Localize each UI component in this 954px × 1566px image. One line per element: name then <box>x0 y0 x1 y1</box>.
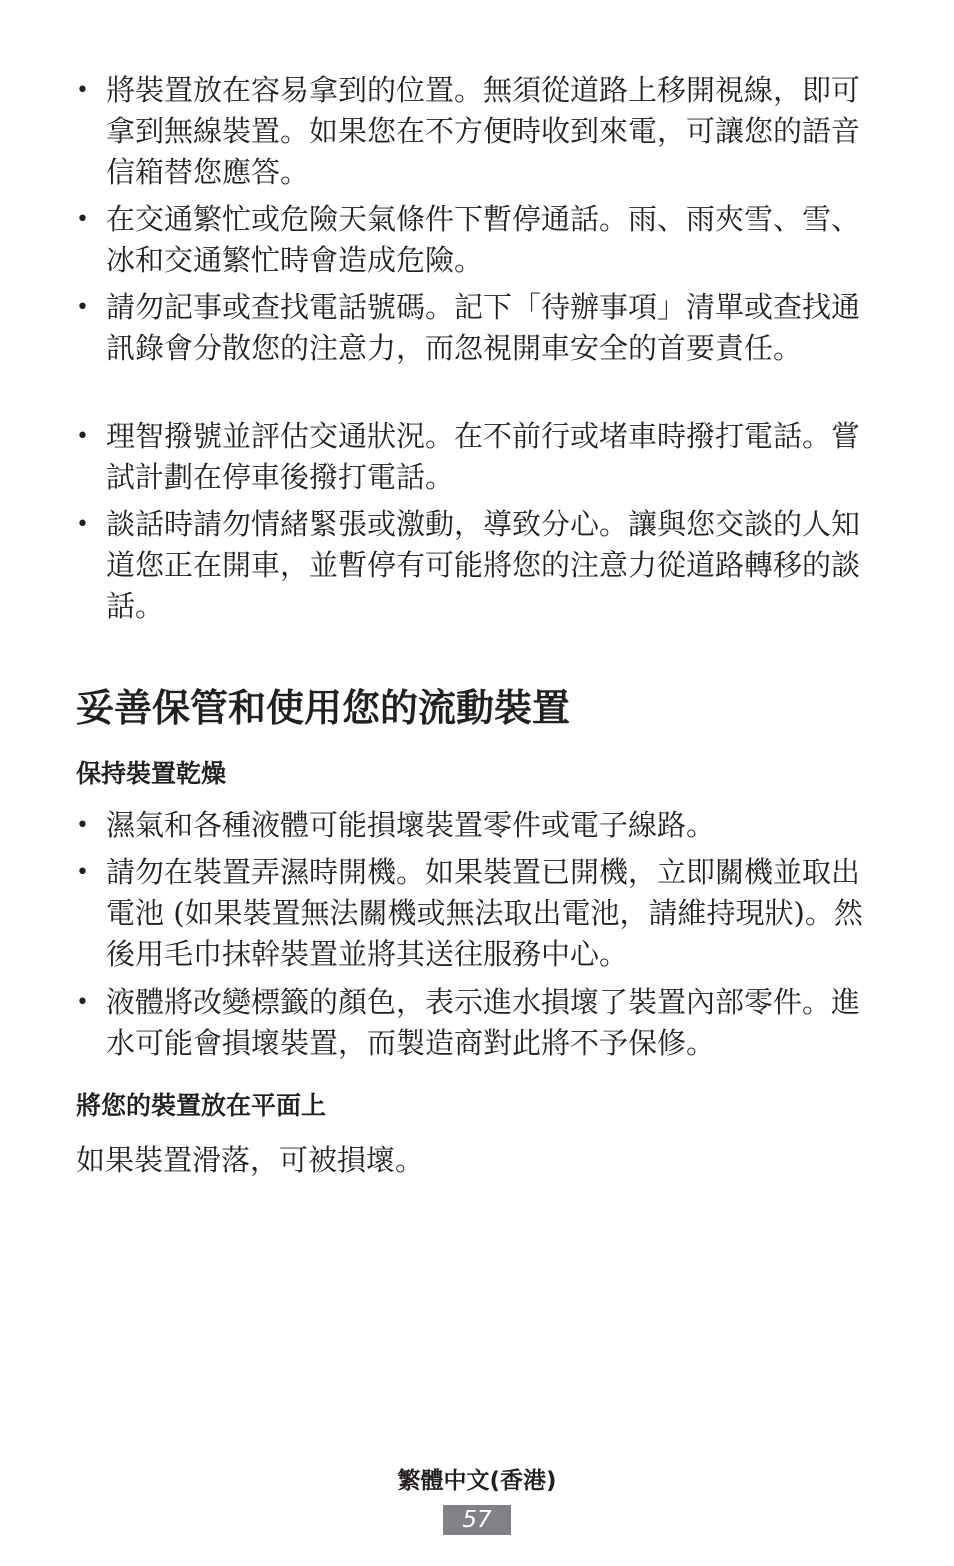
page-number: 57 <box>443 1505 511 1535</box>
list-item-text: 濕氣和各種液體可能損壞裝置零件或電子線路。 <box>106 808 716 842</box>
list-item-text: 將裝置放在容易拿到的位置。無須從道路上移開視線，即可拿到無線裝置。如果您在不方便時收到來電，可讓您的語音信箱替您應答。 <box>106 73 861 189</box>
list-item-text: 請勿記事或查找電話號碼。記下「待辦事項」清單或查找通訊錄會分散您的注意力，而忽視開車安全的首要責任。 <box>106 290 861 365</box>
bullet-icon: • <box>76 813 89 838</box>
list-item <box>76 504 876 628</box>
keep-dry-bullet-list <box>76 805 876 1065</box>
bullet-icon: • <box>76 860 89 885</box>
list-item-text: 談話時請勿情緒緊張或激動，導致分心。讓與您交談的人知道您正在開車，並暫停有可能將您的注意力從道路轉移的談話。 <box>106 507 861 623</box>
list-item <box>76 287 876 411</box>
list-item-text: 請勿在裝置弄濕時開機。如果裝置已開機，立即關機並取出電池 (如果裝置無法關機或無法取出電池，請維持現狀)。然後用毛巾抹幹裝置並將其送往服務中心。 <box>106 855 863 971</box>
subsection-heading-flat-surface: 將您的裝置放在平面上 <box>76 1091 327 1120</box>
bullet-icon: • <box>76 207 89 232</box>
list-item <box>76 416 876 499</box>
list-item <box>76 805 876 846</box>
list-item-text: 理智撥號並評估交通狀況。在不前行或堵車時撥打電話。嘗試計劃在停車後撥打電話。 <box>106 419 861 494</box>
list-item <box>76 852 876 976</box>
bullet-icon: • <box>76 512 89 537</box>
bullet-icon: • <box>76 295 89 320</box>
list-item <box>76 70 876 194</box>
list-item <box>76 982 876 1065</box>
section-heading: 妥善保管和使用您的流動裝置 <box>76 686 571 730</box>
body-paragraph: 如果裝置滑落，可被損壞。 <box>76 1143 425 1177</box>
list-item <box>76 199 876 282</box>
subsection-heading-keep-dry: 保持裝置乾燥 <box>76 759 227 788</box>
bullet-icon: • <box>76 990 89 1015</box>
safety-bullet-list <box>76 70 876 628</box>
bullet-icon: • <box>76 424 89 449</box>
list-item-text: 液體將改變標籤的顏色，表示進水損壞了裝置內部零件。進水可能會損壞裝置，而製造商對此將不予保修。 <box>106 985 861 1060</box>
bullet-icon: • <box>76 78 89 103</box>
list-item-text: 在交通繁忙或危險天氣條件下暫停通話。雨、雨夾雪、雪、冰和交通繁忙時會造成危險。 <box>106 202 861 277</box>
footer-language-label: 繁體中文(香港) <box>397 1468 557 1494</box>
